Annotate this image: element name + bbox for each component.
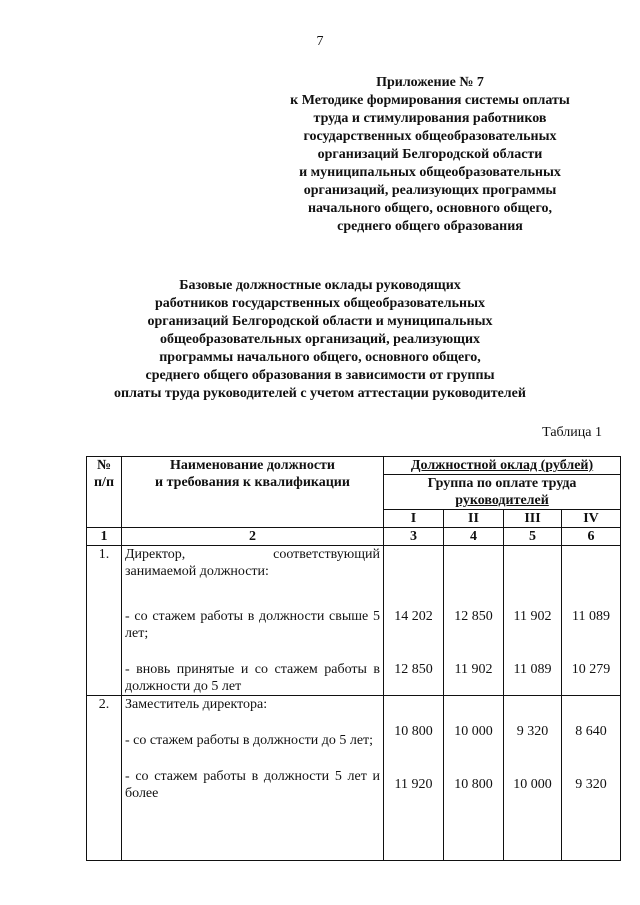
table-row — [87, 546, 621, 696]
col-number-5: 5 — [504, 528, 562, 546]
salary-cell-group-ii — [444, 696, 504, 861]
position-item: - со стажем работы в должности 5 лет и более — [125, 769, 380, 801]
col-number-4: 4 — [444, 528, 504, 546]
header-group-iv: IV — [562, 510, 621, 528]
page-number: 7 — [316, 34, 324, 49]
position-title-right: соответствующий — [273, 547, 380, 562]
header-group-line1: Группа по оплате труда — [427, 476, 577, 491]
position-item: - со стажем работы в должности до 5 лет; — [125, 733, 374, 748]
salary-value: 11 089 — [513, 662, 552, 677]
header-group-iii: III — [504, 510, 562, 528]
salary-value: 10 279 — [571, 662, 611, 677]
salary-value: 10 000 — [454, 724, 493, 739]
salary-cell-group-i — [384, 546, 444, 696]
title-line: организаций Белгородской области и муниципальных — [147, 314, 493, 329]
table-row — [87, 696, 621, 861]
header-salary — [384, 457, 621, 475]
salary-value: 11 089 — [572, 609, 610, 624]
salary-table — [86, 456, 621, 861]
col-number-1: 1 — [87, 528, 122, 546]
header-group-i: I — [384, 510, 444, 528]
col-number-3: 3 — [384, 528, 444, 546]
salary-cell-group-iii — [504, 696, 562, 861]
appendix-line: труда и стимулирования работников — [313, 111, 547, 126]
header-position-line2: и требования к квалификации — [155, 475, 350, 490]
col-number-2: 2 — [122, 528, 384, 546]
title-line: работников государственных общеобразовательных — [154, 296, 486, 311]
header-group-line2: руководителей — [455, 493, 549, 508]
header-number — [87, 457, 122, 528]
salary-value: 12 850 — [454, 609, 493, 624]
salary-value: 8 640 — [575, 724, 607, 739]
salary-value: 10 800 — [394, 724, 433, 739]
appendix-line: среднего общего образования — [337, 219, 523, 234]
table-label: Таблица 1 — [542, 425, 602, 440]
salary-cell-group-iv — [562, 696, 621, 861]
position-item: - со стажем работы в должности свыше 5 лет; — [125, 609, 380, 641]
position-title-line2: занимаемой должности: — [125, 564, 269, 579]
header-group-ii: II — [444, 510, 504, 528]
header-number-line1: № — [96, 458, 112, 473]
row-number: 2. — [87, 696, 122, 861]
header-salary-text: Должностной оклад (рублей) — [410, 458, 594, 473]
position-item: - вновь принятые и со стажем работы в должности до 5 лет — [125, 662, 380, 694]
position-cell — [122, 546, 384, 696]
appendix-line: к Методике формирования системы оплаты — [290, 93, 570, 108]
salary-cell-group-ii — [444, 546, 504, 696]
position-title-left: Директор, — [125, 547, 186, 562]
appendix-line: государственных общеобразовательных — [303, 129, 557, 144]
position-title: Заместитель директора: — [125, 697, 268, 712]
document-title — [100, 277, 540, 403]
column-number-row — [87, 528, 621, 546]
header-group — [384, 475, 621, 510]
appendix-line: и муниципальных общеобразовательных — [299, 165, 561, 180]
position-cell — [122, 696, 384, 861]
appendix-line: организаций Белгородской области — [317, 147, 543, 162]
salary-value: 11 902 — [454, 662, 493, 677]
title-line: оплаты труда руководителей с учетом аттестации руководителей — [114, 386, 526, 401]
title-line: общеобразовательных организаций, реализующих — [159, 332, 481, 347]
row-number: 1. — [87, 546, 122, 696]
header-number-line2: п/п — [93, 475, 115, 490]
salary-value: 9 320 — [516, 724, 549, 739]
salary-cell-group-iv — [562, 546, 621, 696]
salary-value: 14 202 — [394, 609, 433, 624]
salary-cell-group-iii — [504, 546, 562, 696]
header-position — [122, 457, 384, 528]
appendix-line: Приложение № 7 — [376, 75, 484, 90]
appendix-line: начального общего, основного общего, — [307, 201, 552, 216]
salary-cell-group-i — [384, 696, 444, 861]
salary-value: 10 000 — [513, 777, 552, 792]
salary-value: 12 850 — [394, 662, 433, 677]
appendix-heading — [260, 74, 600, 236]
title-line: среднего общего образования в зависимости от группы — [145, 368, 495, 383]
salary-value: 11 902 — [513, 609, 552, 624]
salary-value: 11 920 — [394, 777, 433, 792]
salary-value: 10 800 — [454, 777, 493, 792]
salary-value: 9 320 — [575, 777, 607, 792]
header-position-line1: Наименование должности — [170, 458, 335, 473]
appendix-line: организаций, реализующих программы — [303, 183, 557, 198]
title-line: Базовые должностные оклады руководящих — [179, 278, 461, 293]
col-number-6: 6 — [562, 528, 621, 546]
title-line: программы начального общего, основного общего, — [159, 350, 481, 365]
